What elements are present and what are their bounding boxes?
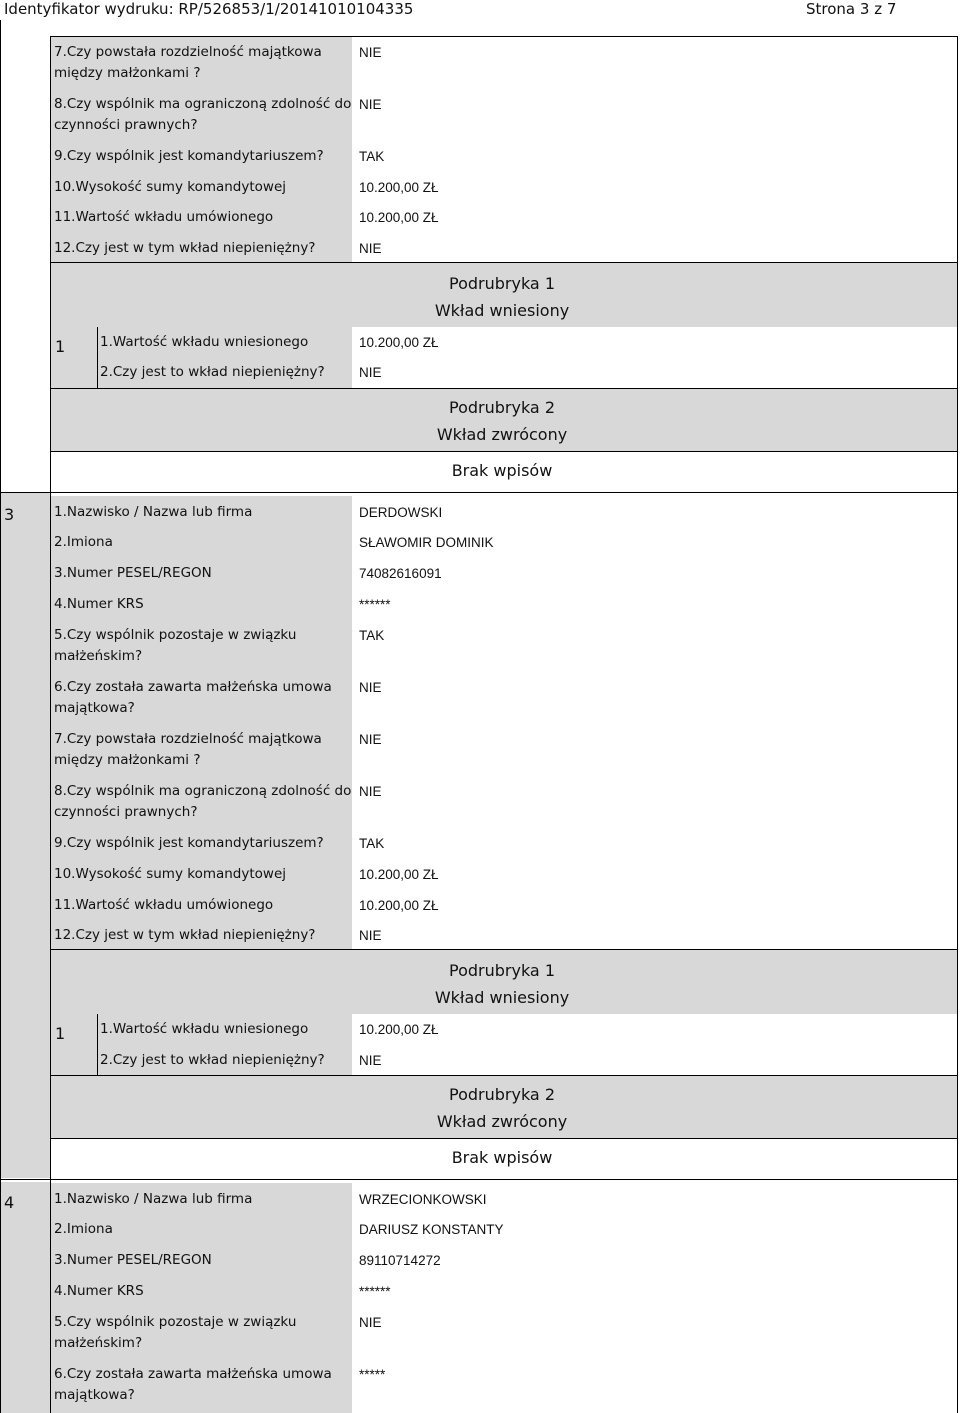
value-krs: ****** bbox=[359, 597, 391, 612]
subsection-subtitle: Wkład zwrócony bbox=[436, 425, 568, 444]
entry-number: 3 bbox=[4, 505, 15, 524]
label-agreed-contribution: 11.Wartość wkładu umówionego bbox=[54, 209, 274, 225]
subsection-title: Podrubryka 2 bbox=[449, 1085, 555, 1104]
label-marriage: 5.Czy wspólnik pozostaje w związku małżeńskim? bbox=[54, 627, 297, 664]
value-limited-capacity: NIE bbox=[359, 97, 382, 112]
label-limited-capacity: 8.Czy wspólnik ma ograniczoną zdolność do czynności prawnych? bbox=[54, 96, 352, 133]
label-contributed-value: 1.Wartość wkładu wniesionego bbox=[100, 1021, 309, 1037]
value-separate-property: NIE bbox=[359, 45, 382, 60]
label-surname: 1.Nazwisko / Nazwa lub firma bbox=[54, 1191, 253, 1207]
subsection-index: 1 bbox=[55, 337, 66, 356]
no-entries-text: Brak wpisów bbox=[451, 1148, 553, 1167]
value-marriage: TAK bbox=[359, 628, 385, 643]
label-contribution-non-cash: 2.Czy jest to wkład niepieniężny? bbox=[100, 364, 325, 380]
value-separate-property: NIE bbox=[359, 732, 382, 747]
label-pesel-regon: 3.Numer PESEL/REGON bbox=[54, 1252, 212, 1268]
value-contributed-value: 10.200,00 ZŁ bbox=[359, 1022, 439, 1037]
subsection-subtitle: Wkład wniesiony bbox=[434, 301, 570, 320]
value-limited-sum: 10.200,00 ZŁ bbox=[359, 867, 439, 882]
label-limited-capacity: 8.Czy wspólnik ma ograniczoną zdolność do czynności prawnych? bbox=[54, 783, 352, 820]
label-limited-partner: 9.Czy wspólnik jest komandytariuszem? bbox=[54, 835, 324, 851]
label-surname: 1.Nazwisko / Nazwa lub firma bbox=[54, 504, 253, 520]
subsection-title: Podrubryka 1 bbox=[449, 961, 555, 980]
label-non-cash: 12.Czy jest w tym wkład niepieniężny? bbox=[54, 240, 316, 256]
no-entries-text: Brak wpisów bbox=[451, 461, 553, 480]
value-limited-partner: TAK bbox=[359, 836, 385, 851]
value-contributed-value: 10.200,00 ZŁ bbox=[359, 335, 439, 350]
value-krs: ****** bbox=[359, 1284, 391, 1299]
label-pesel-regon: 3.Numer PESEL/REGON bbox=[54, 565, 212, 581]
value-limited-sum: 10.200,00 ZŁ bbox=[359, 180, 439, 195]
value-marital-agreement: ***** bbox=[359, 1367, 386, 1382]
value-non-cash: NIE bbox=[359, 928, 382, 943]
label-agreed-contribution: 11.Wartość wkładu umówionego bbox=[54, 897, 274, 913]
subsection-subtitle: Wkład zwrócony bbox=[436, 1112, 568, 1131]
label-first-names: 2.Imiona bbox=[54, 1221, 113, 1237]
value-contribution-non-cash: NIE bbox=[359, 365, 382, 380]
label-contributed-value: 1.Wartość wkładu wniesionego bbox=[100, 334, 309, 350]
value-first-names: DARIUSZ KONSTANTY bbox=[359, 1222, 504, 1237]
value-contribution-non-cash: NIE bbox=[359, 1053, 382, 1068]
label-krs: 4.Numer KRS bbox=[54, 596, 144, 612]
label-krs: 4.Numer KRS bbox=[54, 1283, 144, 1299]
value-marriage: NIE bbox=[359, 1315, 382, 1330]
entry-number: 4 bbox=[4, 1193, 15, 1212]
subsection-subtitle: Wkład wniesiony bbox=[434, 988, 570, 1007]
print-identifier: Identyfikator wydruku: RP/526853/1/20141010104335 bbox=[4, 0, 414, 18]
label-first-names: 2.Imiona bbox=[54, 534, 113, 550]
value-non-cash: NIE bbox=[359, 241, 382, 256]
label-limited-sum: 10.Wysokość sumy komandytowej bbox=[54, 179, 287, 195]
label-limited-partner: 9.Czy wspólnik jest komandytariuszem? bbox=[54, 148, 324, 164]
value-surname: DERDOWSKI bbox=[359, 505, 443, 520]
value-first-names: SŁAWOMIR DOMINIK bbox=[359, 535, 494, 550]
label-marital-agreement: 6.Czy została zawarta małżeńska umowa majątkowa? bbox=[54, 679, 332, 716]
value-agreed-contribution: 10.200,00 ZŁ bbox=[359, 898, 439, 913]
label-marriage: 5.Czy wspólnik pozostaje w związku małżeńskim? bbox=[54, 1314, 297, 1351]
value-surname: WRZECIONKOWSKI bbox=[359, 1192, 487, 1207]
page-number: Strona 3 z 7 bbox=[806, 0, 897, 18]
value-limited-capacity: NIE bbox=[359, 784, 382, 799]
value-pesel-regon: 89110714272 bbox=[359, 1253, 441, 1268]
label-marital-agreement: 6.Czy została zawarta małżeńska umowa majątkowa? bbox=[54, 1366, 332, 1403]
label-limited-sum: 10.Wysokość sumy komandytowej bbox=[54, 866, 287, 882]
label-contribution-non-cash: 2.Czy jest to wkład niepieniężny? bbox=[100, 1052, 325, 1068]
value-limited-partner: TAK bbox=[359, 149, 385, 164]
label-separate-property: 7.Czy powstała rozdzielność majątkowa między małżonkami ? bbox=[54, 731, 322, 768]
label-separate-property: 7.Czy powstała rozdzielność majątkowa między małżonkami ? bbox=[54, 44, 322, 81]
value-marital-agreement: NIE bbox=[359, 680, 382, 695]
label-non-cash: 12.Czy jest w tym wkład niepieniężny? bbox=[54, 927, 316, 943]
subsection-title: Podrubryka 1 bbox=[449, 274, 555, 293]
subsection-index: 1 bbox=[55, 1024, 66, 1043]
subsection-title: Podrubryka 2 bbox=[449, 398, 555, 417]
value-agreed-contribution: 10.200,00 ZŁ bbox=[359, 210, 439, 225]
value-pesel-regon: 74082616091 bbox=[359, 566, 442, 581]
